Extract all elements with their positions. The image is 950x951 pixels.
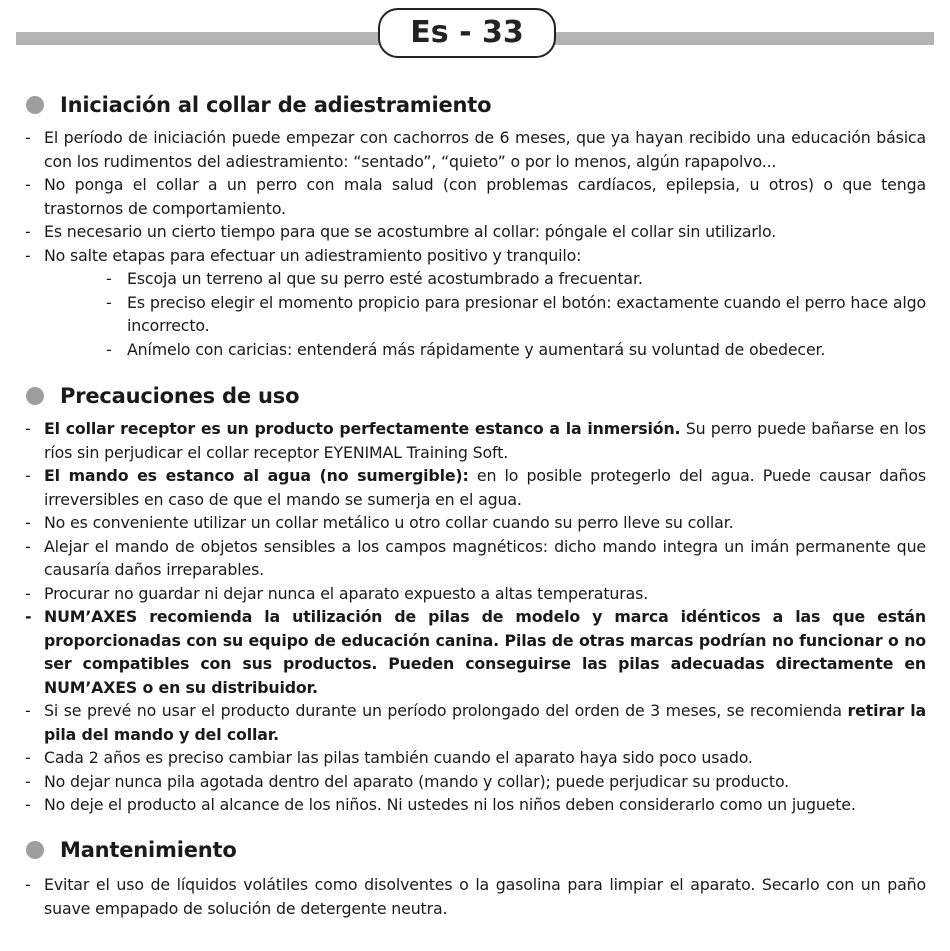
list-item: - Alejar el mando de objetos sensibles a los campos magnéticos: dicho mando integra un imán permanente que causaría daños irreparables. [24,535,926,582]
sub-list-item: - Anímelo con caricias: entenderá más rápidamente y aumentará su voluntad de obedecer. [24,338,926,362]
bullet-dot-icon [26,96,44,114]
section-heading [26,835,237,865]
section-title: Mantenimiento [60,838,237,862]
sub-list-item: - Escoja un terreno al que su perro esté acostumbrado a frecuentar. [24,267,926,291]
bold-text: El collar receptor es un producto perfectamente estanco a la inmersión. [44,419,681,438]
list-item: - El período de iniciación puede empezar con cachorros de 6 meses, que ya hayan recibido una educación básica con los rudimentos del adiestramiento: “sentado”, “quieto” o por lo menos, algún rapapolvo... [24,126,926,173]
section-list [24,417,926,817]
list-item: - No dejar nunca pila agotada dentro del aparato (mando y collar); puede perjudicar su producto. [24,770,926,794]
list-item [24,464,926,511]
list-item: - NUM’AXES recomienda la utilización de pilas de modelo y marca idénticos a las que están proporcionadas con su equipo de educación canina. Pilas de otras marcas podrían no funcionar o no ser compatibles con sus productos. Pueden conseguirse las pilas adecuadas directamente en NUM’AXES o en su distribuidor. [24,605,926,699]
list-item [24,417,926,464]
list-item: - Evitar el uso de líquidos volátiles como disolventes o la gasolina para limpiar el aparato. Secarlo con un paño suave empapado de solución de detergente neutra. [24,873,926,920]
bold-text: retirar la pila del mando y del collar. [44,701,926,744]
list-item: - Es necesario un cierto tiempo para que se acostumbre al collar: póngale el collar sin utilizarlo. [24,220,926,244]
body-text: en lo posible protegerlo del agua. Puede causar daños irreversibles en caso de que el mando se sumerja en el agua. [44,466,926,509]
list-item: - Cada 2 años es preciso cambiar las pilas también cuando el aparato haya sido poco usado. [24,746,926,770]
bullet-dot-icon [26,387,44,405]
section-heading [26,381,299,411]
body-text: Su perro puede bañarse en los ríos sin perjudicar el collar receptor EYENIMAL Training Soft. [44,419,926,462]
body-text: Si se prevé no usar el producto durante un período prolongado del orden de 3 meses, se recomienda [44,701,848,720]
section-heading [26,90,491,120]
section-list [24,126,926,361]
section-title: Iniciación al collar de adiestramiento [60,93,492,117]
bullet-dot-icon [26,841,44,859]
list-item: - No es conveniente utilizar un collar metálico u otro collar cuando su perro lleve su collar. [24,511,926,535]
section-title: Precauciones de uso [60,384,300,408]
section-list [24,873,926,920]
list-item: - No salte etapas para efectuar un adiestramiento positivo y tranquilo: [24,244,926,268]
list-item: - No deje el producto al alcance de los niños. Ni ustedes ni los niños deben considerarlo como un juguete. [24,793,926,817]
list-item: - Procurar no guardar ni dejar nunca el aparato expuesto a altas temperaturas. [24,582,926,606]
list-item [24,699,926,746]
list-item: - No ponga el collar a un perro con mala salud (con problemas cardíacos, epilepsia, u otros) o que tenga trastornos de comportamiento. [24,173,926,220]
page-number-badge: Es - 33 [378,8,556,58]
bold-text: El mando es estanco al agua (no sumergible): [44,466,469,485]
sub-list-item: - Es preciso elegir el momento propicio para presionar el botón: exactamente cuando el perro hace algo incorrecto. [24,291,926,338]
page-header [0,0,950,70]
